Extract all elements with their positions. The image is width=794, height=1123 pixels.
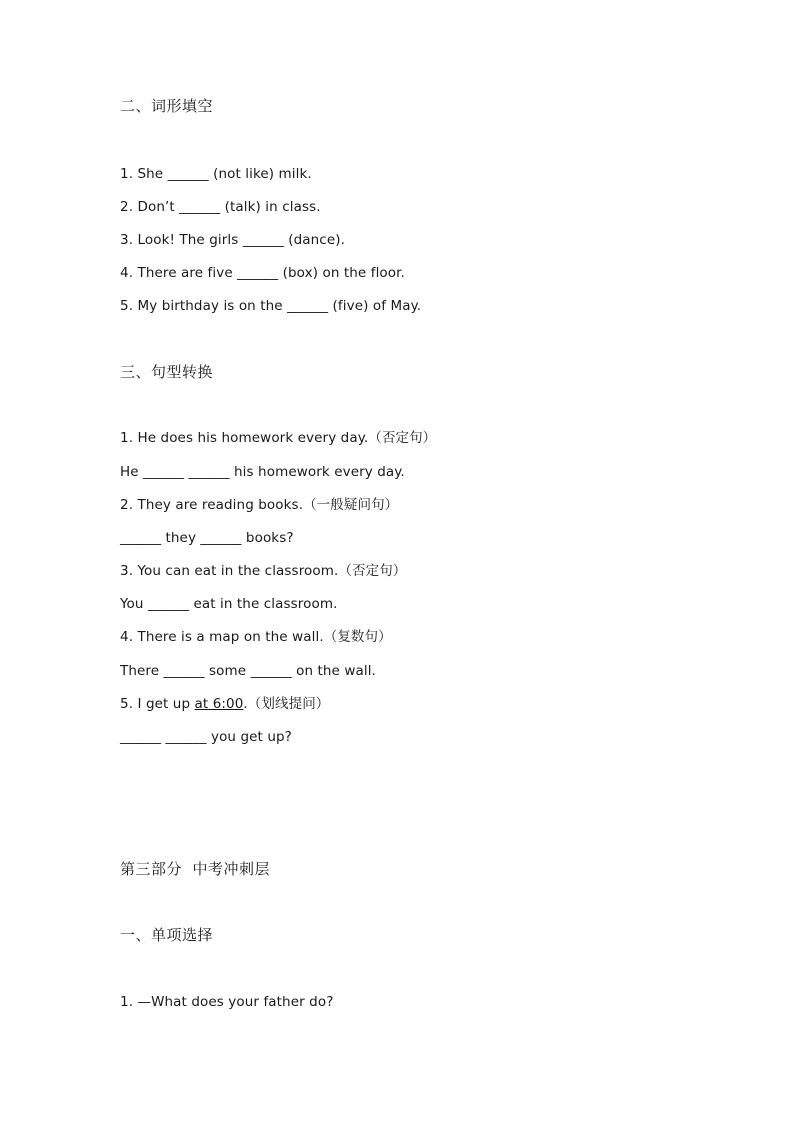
transform-answer-2: ______ they ______ books?	[120, 530, 294, 546]
question-5-prefix: 5. I get up	[120, 696, 195, 712]
choice-question-1: 1. —What does your father do?	[120, 994, 334, 1010]
transform-question-3: 3. You can eat in the classroom.（否定句）	[120, 563, 407, 579]
section-heading-sentence-transform: 三、句型转换	[120, 363, 214, 381]
transform-answer-4: There ______ some ______ on the wall.	[120, 663, 376, 679]
transform-question-1: 1. He does his homework every day.（否定句）	[120, 430, 437, 446]
word-form-item-2: 2. Don’t ______ (talk) in class.	[120, 199, 321, 215]
transform-question-4: 4. There is a map on the wall.（复数句）	[120, 629, 392, 645]
part-heading-exam-sprint: 第三部分 中考冲刺层	[120, 860, 271, 878]
word-form-item-5: 5. My birthday is on the ______ (five) of May.	[120, 298, 422, 314]
word-form-item-1: 1. She ______ (not like) milk.	[120, 166, 312, 182]
word-form-item-3: 3. Look! The girls ______ (dance).	[120, 232, 345, 248]
word-form-item-4: 4. There are five ______ (box) on the floor.	[120, 265, 405, 281]
transform-answer-1: He ______ ______ his homework every day.	[120, 464, 405, 480]
transform-answer-5: ______ ______ you get up?	[120, 729, 292, 745]
transform-question-5	[120, 695, 329, 713]
transform-answer-3: You ______ eat in the classroom.	[120, 596, 338, 612]
question-5-suffix: .（划线提问）	[243, 696, 330, 712]
section-heading-word-forms: 二、词形填空	[120, 97, 214, 115]
question-5-underlined-phrase: at 6:00	[194, 696, 244, 712]
transform-question-2: 2. They are reading books.（一般疑问句）	[120, 497, 399, 513]
section-heading-multiple-choice: 一、单项选择	[120, 926, 214, 944]
